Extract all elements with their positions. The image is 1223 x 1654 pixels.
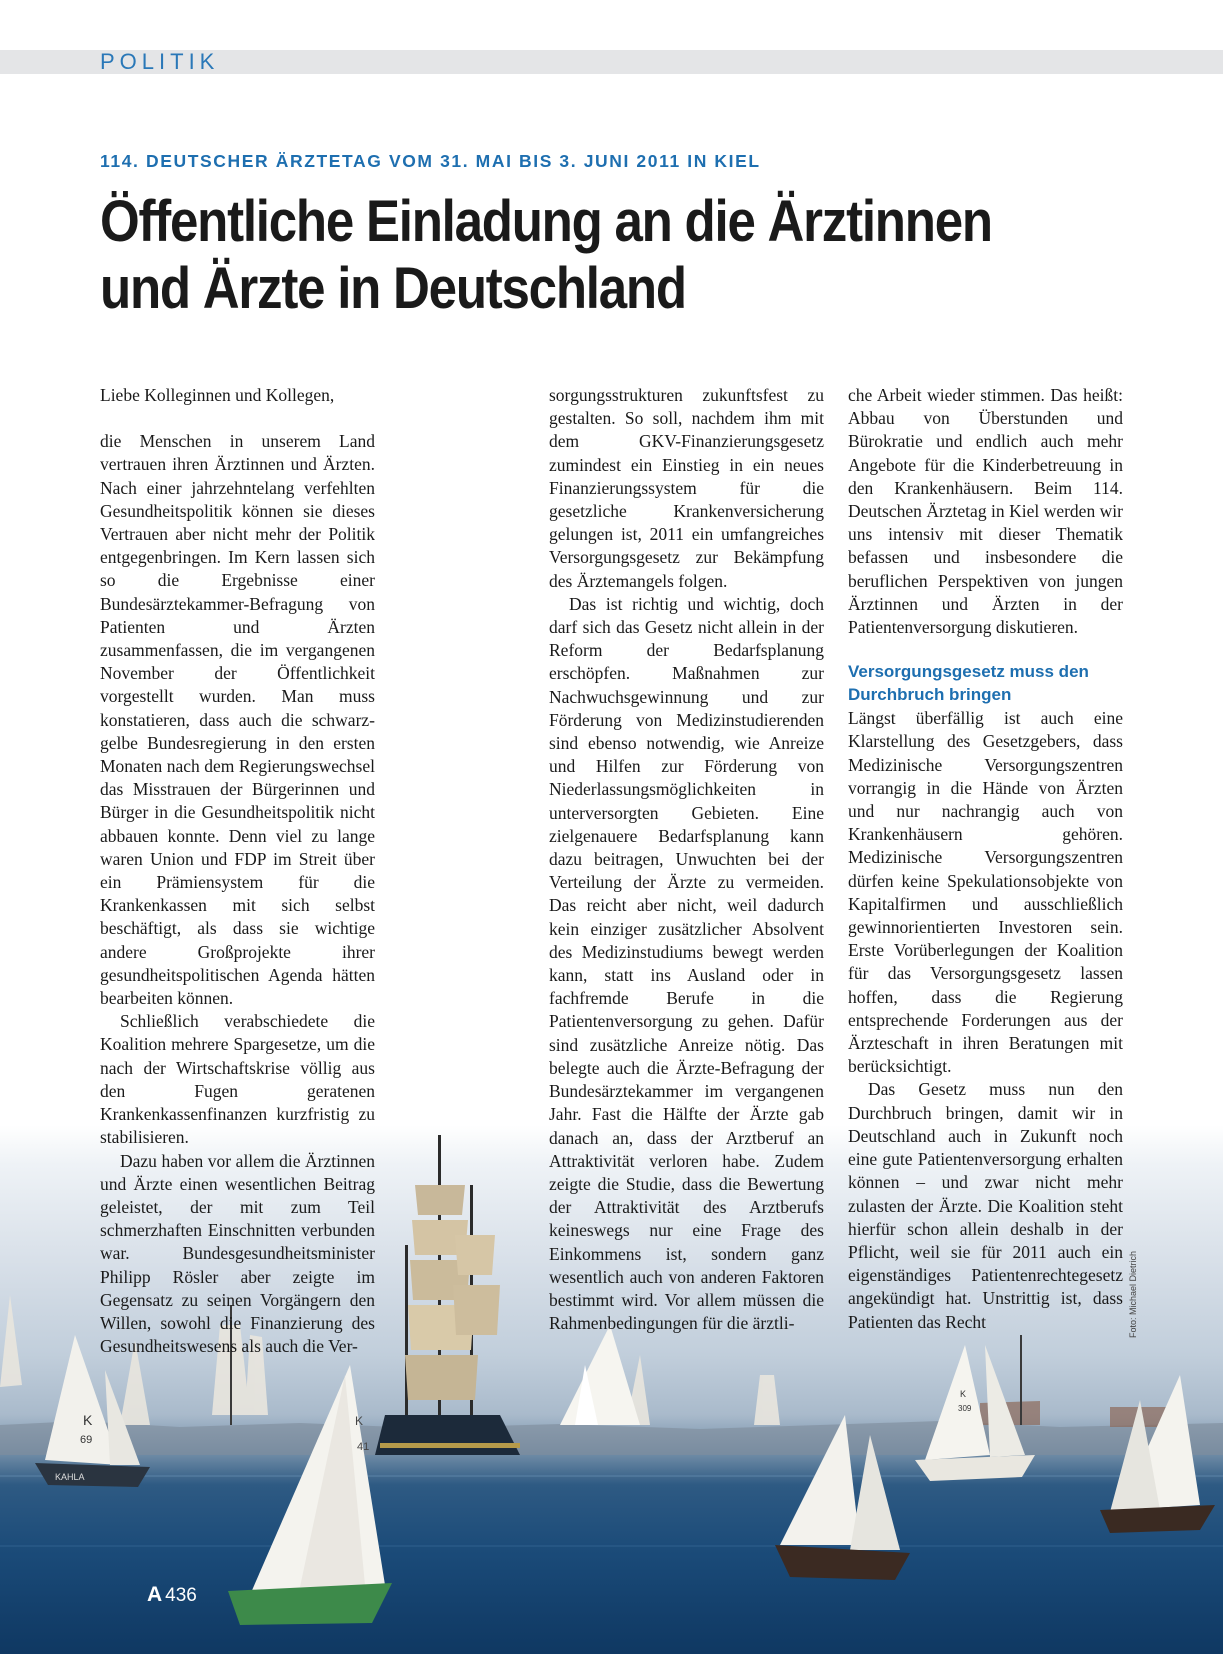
paragraph-4b: che Arbeit wieder stimmen. Das heißt: Abbau von Überstunden und Bürokratie und endlich auch mehr Angebote für die Kinderbetreuung in den Krankenhäusern. Beim 114. Deutschen Ärztetag in Kiel werden wir uns intensiv mit dieser Thematik befassen und insbesondere die beruflichen Perspektiven von jungen Ärztinnen und Ärzten in der Patientenversorgung diskutieren. bbox=[848, 385, 1123, 638]
text-column-1 bbox=[100, 384, 375, 1358]
sail-number-k-2: K bbox=[355, 1414, 364, 1428]
sail-number-k-1: K bbox=[83, 1412, 93, 1428]
page-number: 436 bbox=[165, 1585, 197, 1606]
article-headline bbox=[100, 188, 1033, 322]
sail-number-69: 69 bbox=[80, 1434, 93, 1446]
headline-line-1: Öffentliche Einladung an die Ärztinnen bbox=[100, 189, 992, 254]
sail-number-309: 309 bbox=[958, 1404, 972, 1413]
sail-number-k-3: K bbox=[960, 1389, 967, 1399]
tall-ship bbox=[375, 1135, 520, 1455]
paragraph-3b: sorgungsstrukturen zukunftsfest zu gestalten. So soll, nachdem ihm mit dem GKV-Finanzierungsgesetz zumindest ein Einstieg in ein neues Finanzierungssystem für die gesetzliche Krankenversicherung gelungen ist, 2011 ein umfangreiches Versorgungsgesetz zur Bekämpfung des Ärztemangels folgen. bbox=[549, 385, 824, 591]
paragraph-2: Schließlich verabschiedete die Koalition mehrere Spargesetze, um die nach der Wirtschaftskrise völlig aus den Fugen geratenen Krankenkassenfinanzen kurzfristig zu stabilisieren. bbox=[100, 1011, 375, 1148]
salutation: Liebe Kolleginnen und Kollegen, bbox=[100, 385, 335, 405]
paragraph-5: Längst überfällig ist auch eine Klarstellung des Gesetzgebers, dass Medizinische Versorgungszentren vorrangig in die Hände von Ärzten und nur nachrangig auch von Krankenhäusern gehören. Medizinische Versorgungszentren dürfen keine Spekulationsobjekte von Kapitalfirmen und ausschließlich gewinnorientierten Investoren sein. Erste Vorüberlegungen der Koalition für das Versorgungsgesetz lassen hoffen, dass die Regierung entsprechende Forderungen aus der Ärzteschaft in ihren Beratungen mit berücksichtigt. bbox=[848, 708, 1123, 1077]
boat-name: KAHLA bbox=[55, 1472, 85, 1482]
paragraph-3a: Dazu haben vor allem die Ärztinnen und Ärzte einen wesentlichen Beitrag geleistet, der mit zum Teil schmerzhaften Einschnitten verbunden war. Bundesgesundheitsminister Philipp Rösler aber zeigte im Gegensatz zu seinen Vorgängern den Willen, sowohl die Finanzierung des Gesundheitswesens als auch die Ver- bbox=[100, 1150, 375, 1357]
section-label: POLITIK bbox=[100, 49, 220, 74]
subheading: Versorgungsgesetz muss den Durchbruch bringen bbox=[848, 662, 1089, 705]
paragraph-1: die Menschen in unserem Land vertrauen ihren Ärztinnen und Ärzten. Nach einer jahrzehntelang verfehlten Gesundheitspolitik können sie dieses Vertrauen aber nicht mehr der Politik entgegenbringen. Im Kern lassen sich so die Ergebnisse einer Bundesärztekammer-Befragung von Patienten und Ärzten zusammenfassen, die im vergangenen November der Öffentlichkeit vorgestellt wurden. Man muss konstatieren, dass auch die schwarz-gelbe Bundesregierung in den ersten Monaten nach dem Regierungswechsel das Misstrauen der Bürgerinnen und Bürger in die Gesundheitspolitik nicht abbauen konnte. Denn viel zu lange waren Union und FDP im Streit über ein Prämiensystem für die Krankenkassen mit sich selbst beschäftigt, als dass sie wichtige andere Großprojekte ihrer gesundheitspolitischen Agenda hätten bearbeiten können. bbox=[100, 431, 375, 1009]
paragraph-4a: Das ist richtig und wichtig, doch darf sich das Gesetz nicht allein in der Reform der Bedarfsplanung erschöpfen. Maßnahmen zur Nachwuchsgewinnung und zur Förderung von Medizinstudierenden sind ebenso notwendig, wie Anreize und Hilfen zur Förderung von Niederlassungsmöglichkeiten in unterversorgten Gebieten. Eine zielgenauere Bedarfsplanung kann dazu beitragen, Unwuchten bei der Verteilung der Ärzte zu vermeiden. Das reicht aber nicht, weil dadurch kein einziger zusätzlicher Absolvent des Medizinstudiums bewegt werden kann, statt ins Ausland oder in fachfremde Berufe in die Patientenversorgung zu gehen. Dafür sind zusätzliche Anreize nötig. Das belegte auch die Ärzte-Befragung der Bundesärztekammer im vergangenen Jahr. Fast die Hälfte der Ärzte gab danach an, dass der Arztberuf an Attraktivität verloren habe. Zudem zeigte die Studie, dass die Bewertung der Attraktivität des Arztberufs keineswegs nur eine Frage des Einkommens ist, sondern ganz wesentlich auch von anderen Faktoren bestimmt wird. Vor allem müssen die Rahmenbedingungen für die ärztli- bbox=[549, 593, 824, 1334]
page-folio bbox=[147, 1583, 197, 1607]
text-column-2 bbox=[549, 384, 824, 1335]
text-column-3 bbox=[848, 384, 1123, 1334]
journal-letter: A bbox=[147, 1583, 163, 1606]
headline-line-2: und Ärzte in Deutschland bbox=[100, 256, 686, 321]
article-kicker: 114. DEUTSCHER ÄRZTETAG VOM 31. MAI BIS 3. JUNI 2011 IN KIEL bbox=[100, 151, 761, 171]
paragraph-6: Das Gesetz muss nun den Durchbruch bringen, damit wir in Deutschland auch in Zukunft noch eine gute Patientenversorgung erhalten können – und zwar nicht mehr zulasten der Ärzte. Die Koalition steht hierfür schon allein deshalb in der Pflicht, weil sie für 2011 auch ein eigenständiges Patientenrechtegesetz angekündigt hat. Unstrittig ist, dass Patienten das Recht bbox=[848, 1079, 1123, 1332]
photo-credit: Foto: Michael Dietrich bbox=[1128, 1250, 1138, 1338]
sail-number-41: 41 bbox=[357, 1441, 370, 1453]
